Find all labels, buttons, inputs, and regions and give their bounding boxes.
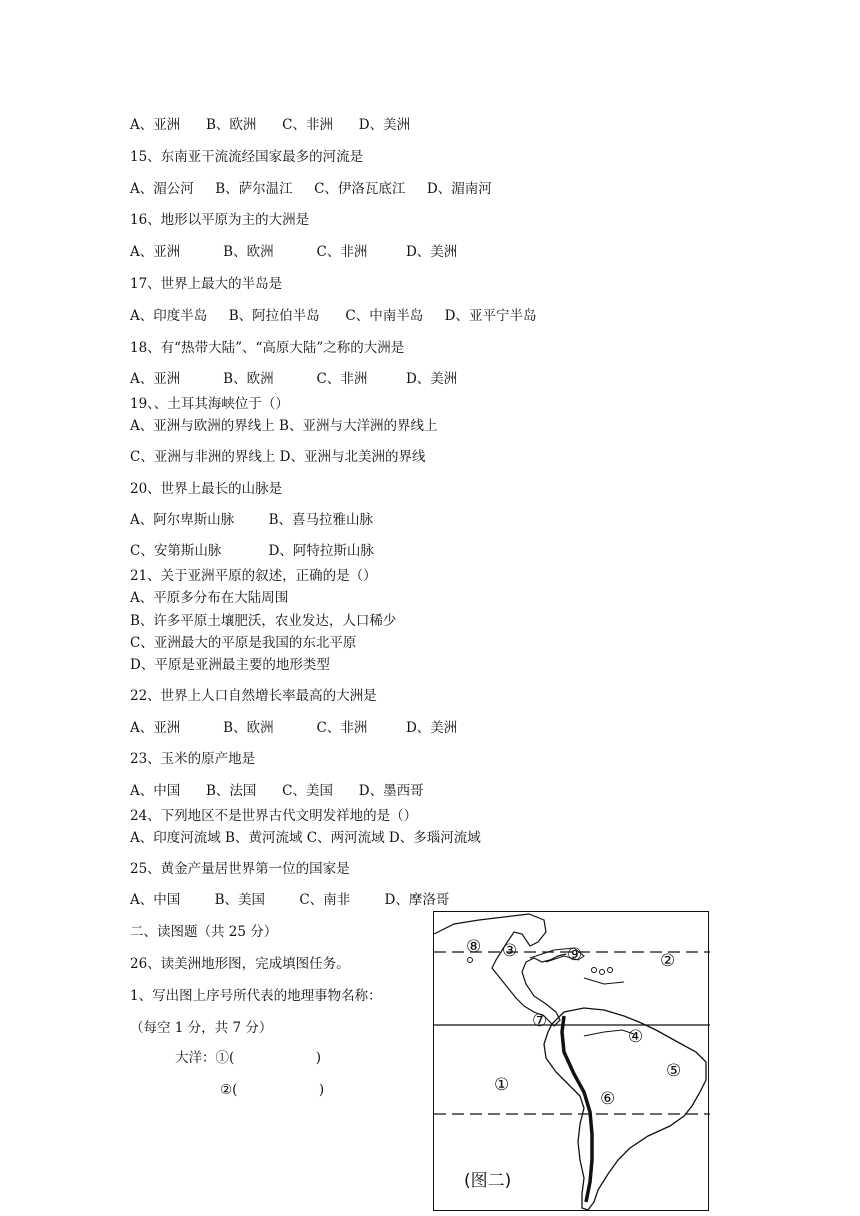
central-america-coast xyxy=(434,914,566,1026)
marker-4: ④ xyxy=(628,1027,644,1047)
q26-question: 26、读美洲地形图，完成填图任务。 xyxy=(130,956,350,972)
island-dot-1 xyxy=(592,968,597,973)
q25-options: A、中国 B、美国 C、南非 D、摩洛哥 xyxy=(130,892,450,908)
q20-options-cd: C、安第斯山脉 D、阿特拉斯山脉 xyxy=(130,543,374,559)
ocean-blank-1: 大洋：①( ) xyxy=(175,1050,322,1066)
marker-2: ② xyxy=(660,951,676,971)
q19-question: 19、、土耳其海峡位于（） xyxy=(130,396,289,412)
marker-6: ⑥ xyxy=(600,1089,616,1109)
map-drawing xyxy=(434,912,710,1212)
q20-question: 20、世界上最长的山脉是 xyxy=(130,481,283,497)
q25-question: 25、黄金产量居世界第一位的国家是 xyxy=(130,861,350,877)
q26-score-note: （每空 1 分，共 7 分） xyxy=(130,1020,273,1036)
q18-question: 18、有“热带大陆”、“高原大陆”之称的大洲是 xyxy=(130,340,405,356)
q21-option-a: A、平原多分布在大陆周围 xyxy=(130,590,289,606)
marker-9: ⑨ xyxy=(567,945,583,965)
map-caption: (图二) xyxy=(464,1171,512,1191)
q15-question: 15、东南亚干流流经国家最多的河流是 xyxy=(130,149,364,165)
marker-5: ⑤ xyxy=(666,1061,682,1081)
andes-mountains xyxy=(562,1016,592,1202)
americas-map xyxy=(433,911,709,1211)
q18-options: A、亚洲 B、欧洲 C、非洲 D、美洲 xyxy=(130,371,458,387)
q16-options: A、亚洲 B、欧洲 C、非洲 D、美洲 xyxy=(130,244,458,260)
q21-question: 21、关于亚洲平原的叙述，正确的是（） xyxy=(130,568,377,584)
q22-options: A、亚洲 B、欧洲 C、非洲 D、美洲 xyxy=(130,720,458,736)
q19-options-cd: C、亚洲与非洲的界线上 D、亚洲与北美洲的界线 xyxy=(130,449,426,465)
q21-option-c: C、亚洲最大的平原是我国的东北平原 xyxy=(130,635,357,651)
small-island-dot xyxy=(468,958,473,963)
q22-question: 22、世界上人口自然增长率最高的大洲是 xyxy=(130,688,377,704)
q20-options-ab: A、阿尔卑斯山脉 B、喜马拉雅山脉 xyxy=(130,512,373,528)
caribbean-coast xyxy=(584,978,624,984)
q24-options: A、印度河流域 B、黄河流域 C、两河流域 D、多瑙河流域 xyxy=(130,830,481,846)
south-america-outline xyxy=(544,1008,706,1210)
q17-options: A、印度半岛 B、阿拉伯半岛 C、中南半岛 D、亚平宁半岛 xyxy=(130,308,537,324)
section-two-heading: 二、读图题（共 25 分） xyxy=(130,924,278,940)
q21-option-b: B、许多平原土壤肥沃，农业发达，人口稀少 xyxy=(130,613,397,629)
q17-question: 17、世界上最大的半岛是 xyxy=(130,276,283,292)
q15-options: A、湄公河 B、萨尔温江 C、伊洛瓦底江 D、湄南河 xyxy=(130,181,492,197)
marker-3: ③ xyxy=(502,941,518,961)
amazon-river xyxy=(584,1030,634,1036)
q24-question: 24、下列地区不是世界古代文明发祥地的是（） xyxy=(130,808,418,824)
q19-options-ab: A、亚洲与欧洲的界线上 B、亚洲与大洋洲的界线上 xyxy=(130,418,438,434)
marker-1: ① xyxy=(494,1075,510,1095)
marker-7: ⑦ xyxy=(532,1011,548,1031)
map-markers xyxy=(466,937,681,1109)
q23-question: 23、玉米的原产地是 xyxy=(130,751,256,767)
q21-option-d: D、平原是亚洲最主要的地形类型 xyxy=(130,657,330,673)
marker-8: ⑧ xyxy=(466,937,482,957)
ocean-blank-2: ②( ) xyxy=(220,1082,325,1098)
q23-options: A、中国 B、法国 C、美国 D、墨西哥 xyxy=(130,783,424,799)
q26-task-1: 1、写出图上序号所代表的地理事物名称： xyxy=(130,988,382,1004)
island-dot-2 xyxy=(600,970,605,975)
q14-options: A、亚洲 B、欧洲 C、非洲 D、美洲 xyxy=(130,117,411,133)
island-dot-3 xyxy=(608,968,613,973)
q16-question: 16、地形以平原为主的大洲是 xyxy=(130,212,310,228)
